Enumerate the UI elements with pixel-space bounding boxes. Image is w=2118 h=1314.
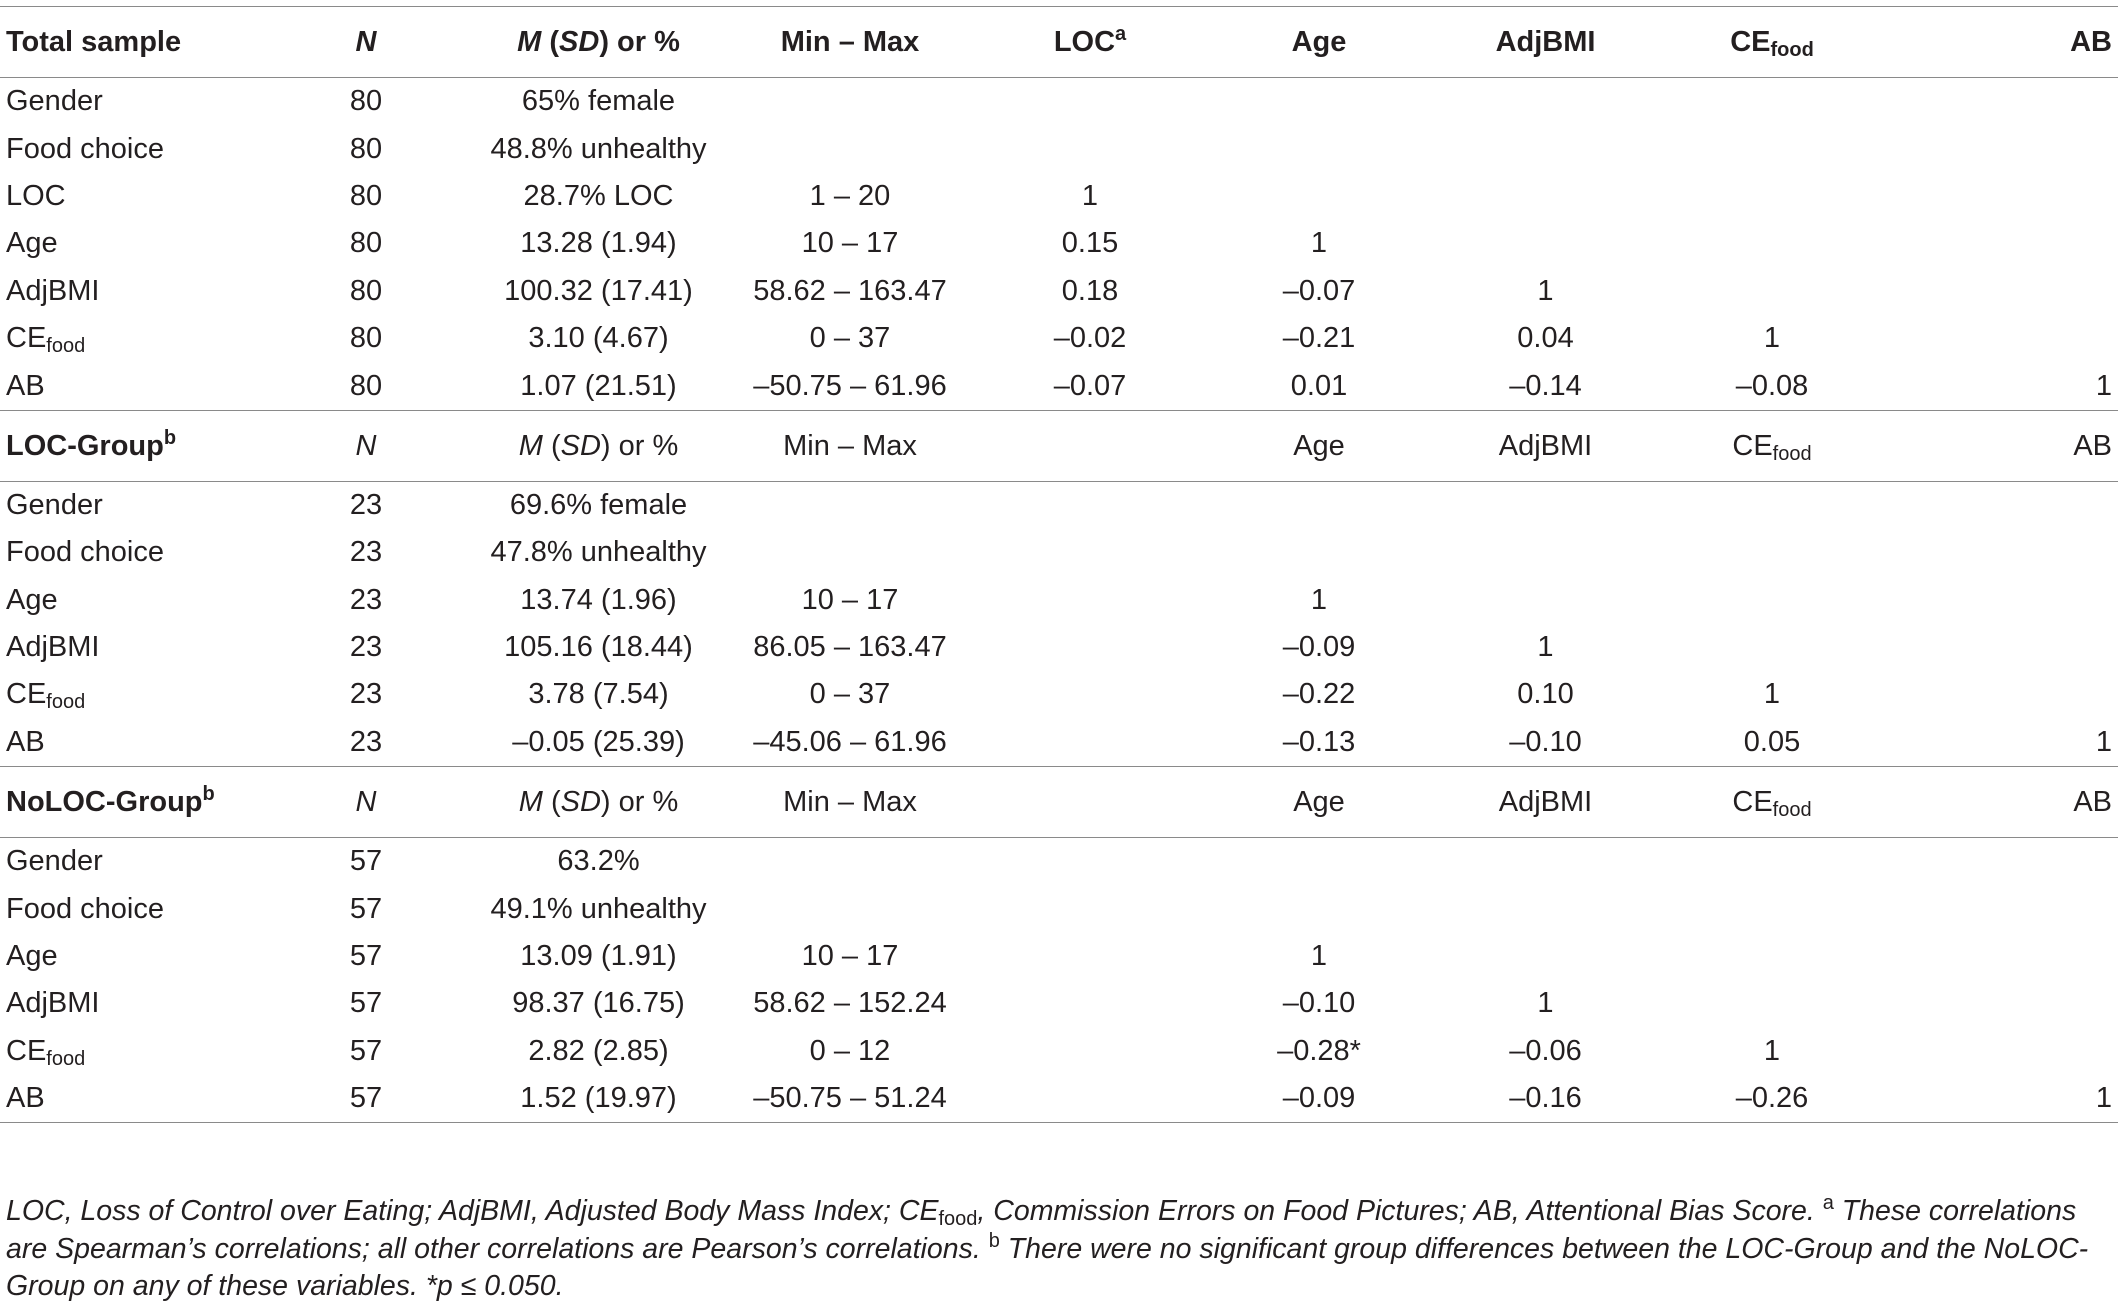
header-adjbmi	[1431, 7, 1660, 78]
cell-min-max: 0 – 12	[809, 1034, 891, 1067]
cell-ab	[1884, 838, 2118, 886]
header-loc	[973, 410, 1207, 481]
cell-adjbmi	[1431, 838, 1660, 886]
header-min-max-text: Min – Max	[783, 429, 917, 462]
header-n-text: N	[355, 26, 377, 58]
cell-ab	[1884, 78, 2118, 126]
header-adjbmi-text: AdjBMI	[1498, 786, 1593, 819]
header-percent-text: or %	[618, 429, 679, 462]
cell-ce-food	[1660, 577, 1884, 624]
cell-ab	[1884, 885, 2118, 932]
header-ce-food	[1660, 7, 1884, 78]
row-label	[0, 577, 262, 624]
row-label	[0, 173, 262, 220]
section-title-text: NoLOC-Group	[6, 786, 203, 819]
cell-adjbmi: –0.16	[1431, 1075, 1660, 1123]
cell-ab	[1884, 1028, 2118, 1075]
cell-ab: 1	[1884, 719, 2118, 767]
cell-ab	[1884, 529, 2118, 576]
cell-n: 57	[349, 987, 383, 1020]
cell-age	[1207, 173, 1431, 220]
header-ce-food	[1660, 410, 1884, 481]
cell-n: 23	[349, 536, 383, 569]
row-label-text: Age	[6, 940, 58, 973]
cell-ce-food	[1660, 78, 1884, 126]
header-mean-sd: M (SD) or %	[470, 767, 727, 838]
cell-mean-sd: 47.8% unhealthy	[490, 536, 707, 569]
cell-adjbmi	[1431, 885, 1660, 932]
cell-n: 57	[349, 892, 383, 925]
cell-age: –0.13	[1207, 719, 1431, 767]
header-ab-text: AB	[2073, 429, 2112, 462]
cell-adjbmi	[1431, 529, 1660, 576]
cell-age	[1207, 125, 1431, 172]
footnote-spearman-note: These correlations are Spearman’s correlations; all other correlations are Pearson’s correlations.	[6, 1195, 2077, 1265]
cell-ce-food: 1	[1763, 1034, 1781, 1067]
header-mean-symbol: M	[518, 786, 543, 819]
cell-min-max	[727, 885, 973, 932]
footnote-marker-b: b	[988, 1229, 1000, 1252]
cell-loc	[973, 125, 1207, 172]
cell-age: –0.21	[1282, 322, 1356, 355]
table-row	[0, 125, 2118, 172]
header-ce-text: CE	[1732, 786, 1773, 819]
row-label	[0, 481, 262, 529]
header-mean-symbol: M	[517, 26, 542, 58]
row-label	[0, 362, 262, 410]
cell-ab	[1884, 671, 2118, 718]
cell-ab: 1	[1884, 362, 2118, 410]
header-age	[1207, 767, 1431, 838]
row-label-text: Gender	[6, 845, 103, 878]
cell-age: –0.07	[1282, 274, 1356, 307]
row-label	[0, 529, 262, 576]
row-label	[0, 933, 262, 980]
row-label-text: AB	[6, 725, 45, 758]
cell-adjbmi: 1	[1537, 987, 1554, 1020]
table-row	[0, 577, 2118, 624]
footnote-group-note: There were no significant group differences between the LOC-Group and the NoLOC-Group on any of these variables. *p ≤ 0.050.	[6, 1232, 2089, 1302]
cell-age: 1	[1310, 583, 1328, 616]
row-label	[0, 125, 262, 172]
section-title	[0, 767, 262, 838]
cell-min-max	[727, 529, 973, 576]
header-loc-footnote-marker: a	[1115, 23, 1127, 45]
footnote-abbreviations-cont: , Commission Errors on Food Pictures; AB, Attentional Bias Score.	[977, 1195, 1823, 1227]
cell-loc: 1	[1081, 179, 1099, 212]
cell-loc: 0.15	[1061, 227, 1119, 260]
table-row	[0, 1075, 2118, 1123]
cell-min-max: 0 – 37	[809, 678, 891, 711]
cell-ce-food	[1660, 885, 1884, 932]
cell-ab	[1884, 481, 2118, 529]
cell-adjbmi	[1431, 173, 1660, 220]
row-label-text: AdjBMI	[6, 987, 100, 1020]
cell-ce-food	[1660, 838, 1884, 886]
cell-ce-food	[1660, 624, 1884, 671]
table-row	[0, 220, 2118, 267]
row-label	[0, 1075, 262, 1123]
cell-ce-food	[1660, 481, 1884, 529]
table-row	[0, 933, 2118, 980]
cell-n: 23	[349, 488, 383, 521]
cell-ce-food	[1660, 173, 1884, 220]
cell-mean-sd: 69.6% female	[509, 488, 688, 521]
header-age-text: Age	[1293, 786, 1345, 819]
header-n-text: N	[355, 429, 377, 462]
section-title	[0, 410, 262, 481]
cell-ce-food: –0.08	[1660, 362, 1884, 410]
table-row	[0, 885, 2118, 932]
row-label-text: Age	[6, 583, 58, 616]
cell-min-max: 58.62 – 152.24	[753, 987, 947, 1020]
cell-adjbmi: 1	[1537, 631, 1554, 664]
header-adjbmi-text: AdjBMI	[1495, 26, 1596, 58]
header-ab	[1884, 767, 2118, 838]
cell-mean-sd: 3.10 (4.67)	[528, 322, 669, 355]
table-row	[0, 719, 2118, 767]
cell-loc	[973, 671, 1207, 718]
cell-mean-sd: 65% female	[521, 85, 676, 118]
cell-n: 80	[349, 227, 383, 260]
cell-age: 1	[1310, 227, 1328, 260]
cell-adjbmi: –0.14	[1431, 362, 1660, 410]
cell-ce-food	[1660, 980, 1884, 1027]
row-label	[0, 78, 262, 126]
cell-adjbmi	[1431, 577, 1660, 624]
header-age	[1207, 7, 1431, 78]
row-label-text: CE	[6, 322, 47, 355]
cell-n: 80	[349, 274, 383, 307]
cell-n: 80	[349, 322, 383, 355]
cell-min-max: –50.75 – 51.24	[727, 1075, 973, 1123]
cell-ce-food: –0.26	[1660, 1075, 1884, 1123]
cell-mean-sd: 13.74 (1.96)	[520, 583, 677, 616]
cell-n: 80	[349, 85, 383, 118]
cell-min-max: 10 – 17	[801, 583, 899, 616]
cell-adjbmi: –0.10	[1431, 719, 1660, 767]
header-min-max	[727, 7, 973, 78]
section-title-footnote-marker: b	[163, 426, 177, 449]
header-percent-text: or %	[617, 26, 680, 58]
section-header-row	[0, 7, 2118, 78]
row-label-text: AB	[6, 1082, 45, 1115]
row-label-text: LOC	[6, 179, 66, 212]
cell-age: 0.01	[1207, 362, 1431, 410]
cell-age	[1207, 838, 1431, 886]
row-label-text: Food choice	[6, 892, 164, 925]
cell-loc	[973, 481, 1207, 529]
header-min-max-text: Min – Max	[780, 26, 920, 58]
row-label-text: AdjBMI	[6, 631, 100, 664]
cell-mean-sd: 3.78 (7.54)	[528, 678, 669, 711]
cell-ab	[1884, 125, 2118, 172]
cell-adjbmi: –0.06	[1509, 1034, 1582, 1067]
table-row	[0, 671, 2118, 718]
row-label	[0, 838, 262, 886]
cell-mean-sd: 2.82 (2.85)	[528, 1034, 669, 1067]
cell-mean-sd: 13.09 (1.91)	[520, 940, 677, 973]
table-row	[0, 980, 2118, 1027]
table-row	[0, 1028, 2118, 1075]
cell-min-max: 10 – 17	[801, 940, 899, 973]
cell-mean-sd: 1.07 (21.51)	[470, 362, 727, 410]
cell-age: –0.22	[1282, 678, 1356, 711]
cell-age	[1207, 885, 1431, 932]
header-ce-subscript: food	[1770, 39, 1814, 61]
section-title	[0, 7, 262, 78]
header-loc-text: LOC	[1053, 26, 1116, 58]
footnote-abbreviations: LOC, Loss of Control over Eating; AdjBMI, Adjusted Body Mass Index; CE	[6, 1195, 939, 1227]
cell-age: –0.10	[1282, 987, 1356, 1020]
header-ab-text: AB	[2073, 786, 2112, 819]
header-n-text: N	[355, 786, 377, 819]
cell-n: 57	[349, 1034, 383, 1067]
header-ce-food	[1660, 767, 1884, 838]
cell-ab	[1884, 220, 2118, 267]
cell-mean-sd: 13.28 (1.94)	[520, 227, 677, 260]
cell-n: 23	[349, 678, 383, 711]
header-ab	[1884, 7, 2118, 78]
table-row	[0, 315, 2118, 362]
header-ce-text: CE	[1730, 26, 1771, 58]
table-row	[0, 78, 2118, 126]
row-label	[0, 1028, 262, 1075]
header-age-text: Age	[1293, 429, 1345, 462]
section-title-footnote-marker: b	[202, 783, 215, 806]
cell-n: 23	[262, 719, 470, 767]
row-label-text: Gender	[6, 488, 103, 521]
cell-age	[1207, 481, 1431, 529]
table-row	[0, 268, 2118, 315]
cell-ab	[1884, 315, 2118, 362]
cell-ab	[1884, 577, 2118, 624]
cell-loc	[973, 719, 1207, 767]
header-ab	[1884, 410, 2118, 481]
cell-adjbmi	[1431, 481, 1660, 529]
row-label-text: Food choice	[6, 536, 164, 569]
header-sd-symbol: SD	[560, 786, 601, 819]
header-age	[1207, 410, 1431, 481]
cell-loc: –0.07	[973, 362, 1207, 410]
cell-loc: –0.02	[1053, 322, 1127, 355]
cell-min-max: –45.06 – 61.96	[727, 719, 973, 767]
header-ce-text: CE	[1732, 429, 1773, 462]
header-mean-sd: M (SD) or %	[470, 7, 727, 78]
cell-ce-food	[1660, 268, 1884, 315]
header-loc	[973, 7, 1207, 78]
row-label	[0, 980, 262, 1027]
row-label-subscript: food	[46, 1047, 86, 1070]
header-adjbmi-text: AdjBMI	[1498, 429, 1593, 462]
cell-mean-sd: 100.32 (17.41)	[504, 274, 693, 307]
row-label-text: CE	[6, 678, 47, 711]
row-label	[0, 624, 262, 671]
cell-adjbmi	[1431, 220, 1660, 267]
row-label-text: AdjBMI	[6, 274, 100, 307]
row-label-text: Age	[6, 227, 58, 260]
row-label-text: CE	[6, 1034, 47, 1067]
header-n	[262, 7, 470, 78]
cell-n: 80	[349, 179, 383, 212]
table-row	[0, 838, 2118, 886]
descriptives-table	[0, 6, 2118, 1123]
cell-mean-sd: 28.7% LOC	[523, 179, 674, 212]
cell-adjbmi	[1431, 933, 1660, 980]
footnote-food-subscript: food	[938, 1208, 978, 1230]
cell-ce-food: 0.05	[1660, 719, 1884, 767]
table-row	[0, 529, 2118, 576]
cell-n: 57	[262, 1075, 470, 1123]
header-ab-text: AB	[2070, 26, 2112, 58]
cell-ab	[1884, 933, 2118, 980]
cell-min-max	[727, 838, 973, 886]
cell-min-max: 1 – 20	[809, 179, 891, 212]
table-row	[0, 624, 2118, 671]
section-title-text: Total sample	[6, 26, 182, 58]
cell-loc	[973, 1028, 1207, 1075]
cell-loc	[973, 885, 1207, 932]
cell-adjbmi: 0.10	[1517, 678, 1574, 711]
cell-n: 23	[349, 583, 383, 616]
cell-ce-food	[1660, 220, 1884, 267]
header-ce-subscript: food	[1772, 442, 1812, 465]
header-sd-symbol: SD	[559, 26, 600, 58]
cell-n: 80	[262, 362, 470, 410]
header-mean-sd: M (SD) or %	[470, 410, 727, 481]
cell-min-max: 10 – 17	[801, 227, 899, 260]
section-header-row	[0, 767, 2118, 838]
header-adjbmi	[1431, 767, 1660, 838]
cell-ce-food: 1	[1763, 678, 1781, 711]
cell-min-max: –50.75 – 61.96	[727, 362, 973, 410]
section-header-row	[0, 410, 2118, 481]
cell-ce-food	[1660, 125, 1884, 172]
cell-ab: 1	[1884, 1075, 2118, 1123]
cell-min-max: 86.05 – 163.47	[753, 631, 947, 664]
row-label	[0, 885, 262, 932]
header-min-max	[727, 410, 973, 481]
row-label-subscript: food	[46, 691, 86, 714]
cell-age	[1207, 78, 1431, 126]
cell-loc	[973, 577, 1207, 624]
row-label-text: Gender	[6, 85, 103, 118]
cell-age: –0.09	[1207, 1075, 1431, 1123]
cell-min-max: 0 – 37	[809, 322, 891, 355]
cell-loc	[973, 624, 1207, 671]
cell-n: 57	[349, 845, 383, 878]
cell-mean-sd: 49.1% unhealthy	[490, 892, 707, 925]
table-row	[0, 173, 2118, 220]
cell-age: 1	[1310, 940, 1328, 973]
row-label	[0, 719, 262, 767]
header-n	[262, 767, 470, 838]
cell-ab	[1884, 624, 2118, 671]
row-label-text: AB	[6, 369, 45, 402]
cell-ce-food	[1660, 933, 1884, 980]
cell-n: 80	[349, 132, 383, 165]
cell-loc	[973, 838, 1207, 886]
header-min-max-text: Min – Max	[783, 786, 917, 819]
header-age-text: Age	[1291, 26, 1347, 58]
cell-mean-sd: 105.16 (18.44)	[504, 631, 693, 664]
cell-loc	[973, 933, 1207, 980]
cell-age: –0.09	[1282, 631, 1356, 664]
section-title-text: LOC-Group	[6, 429, 164, 462]
table-body	[0, 7, 2118, 1123]
cell-min-max	[727, 78, 973, 126]
cell-min-max	[727, 125, 973, 172]
cell-n: 23	[349, 631, 383, 664]
cell-n: 57	[349, 940, 383, 973]
cell-loc	[973, 529, 1207, 576]
cell-ce-food: 1	[1763, 322, 1781, 355]
cell-mean-sd: 1.52 (19.97)	[470, 1075, 727, 1123]
table-footnote	[6, 1193, 2112, 1306]
row-label-subscript: food	[46, 335, 86, 358]
cell-loc	[973, 980, 1207, 1027]
row-label	[0, 268, 262, 315]
cell-ce-food	[1660, 529, 1884, 576]
cell-age: –0.28*	[1277, 1034, 1361, 1067]
cell-ab	[1884, 980, 2118, 1027]
cell-mean-sd: 48.8% unhealthy	[490, 132, 707, 165]
row-label-text: Food choice	[6, 132, 164, 165]
cell-mean-sd: 63.2%	[557, 845, 640, 878]
header-sd-symbol: SD	[560, 429, 601, 462]
header-min-max	[727, 767, 973, 838]
table-row	[0, 481, 2118, 529]
footnote-marker-a: a	[1822, 1192, 1834, 1214]
header-ce-subscript: food	[1772, 799, 1812, 822]
descriptives-table-container	[0, 6, 2118, 1123]
row-label	[0, 671, 262, 718]
header-adjbmi	[1431, 410, 1660, 481]
cell-adjbmi	[1431, 78, 1660, 126]
cell-adjbmi: 0.04	[1517, 322, 1574, 355]
cell-adjbmi: 1	[1537, 274, 1554, 307]
cell-mean-sd: 98.37 (16.75)	[512, 987, 685, 1020]
header-mean-symbol: M	[518, 429, 543, 462]
cell-ab	[1884, 268, 2118, 315]
cell-loc	[973, 1075, 1207, 1123]
table-row	[0, 362, 2118, 410]
cell-ab	[1884, 173, 2118, 220]
cell-min-max: 58.62 – 163.47	[753, 274, 947, 307]
cell-age	[1207, 529, 1431, 576]
cell-adjbmi	[1431, 125, 1660, 172]
cell-min-max	[727, 481, 973, 529]
header-n	[262, 410, 470, 481]
cell-loc: 0.18	[1061, 274, 1119, 307]
header-percent-text: or %	[618, 786, 679, 819]
cell-mean-sd: –0.05 (25.39)	[470, 719, 727, 767]
row-label	[0, 220, 262, 267]
row-label	[0, 315, 262, 362]
header-loc	[973, 767, 1207, 838]
cell-loc	[973, 78, 1207, 126]
